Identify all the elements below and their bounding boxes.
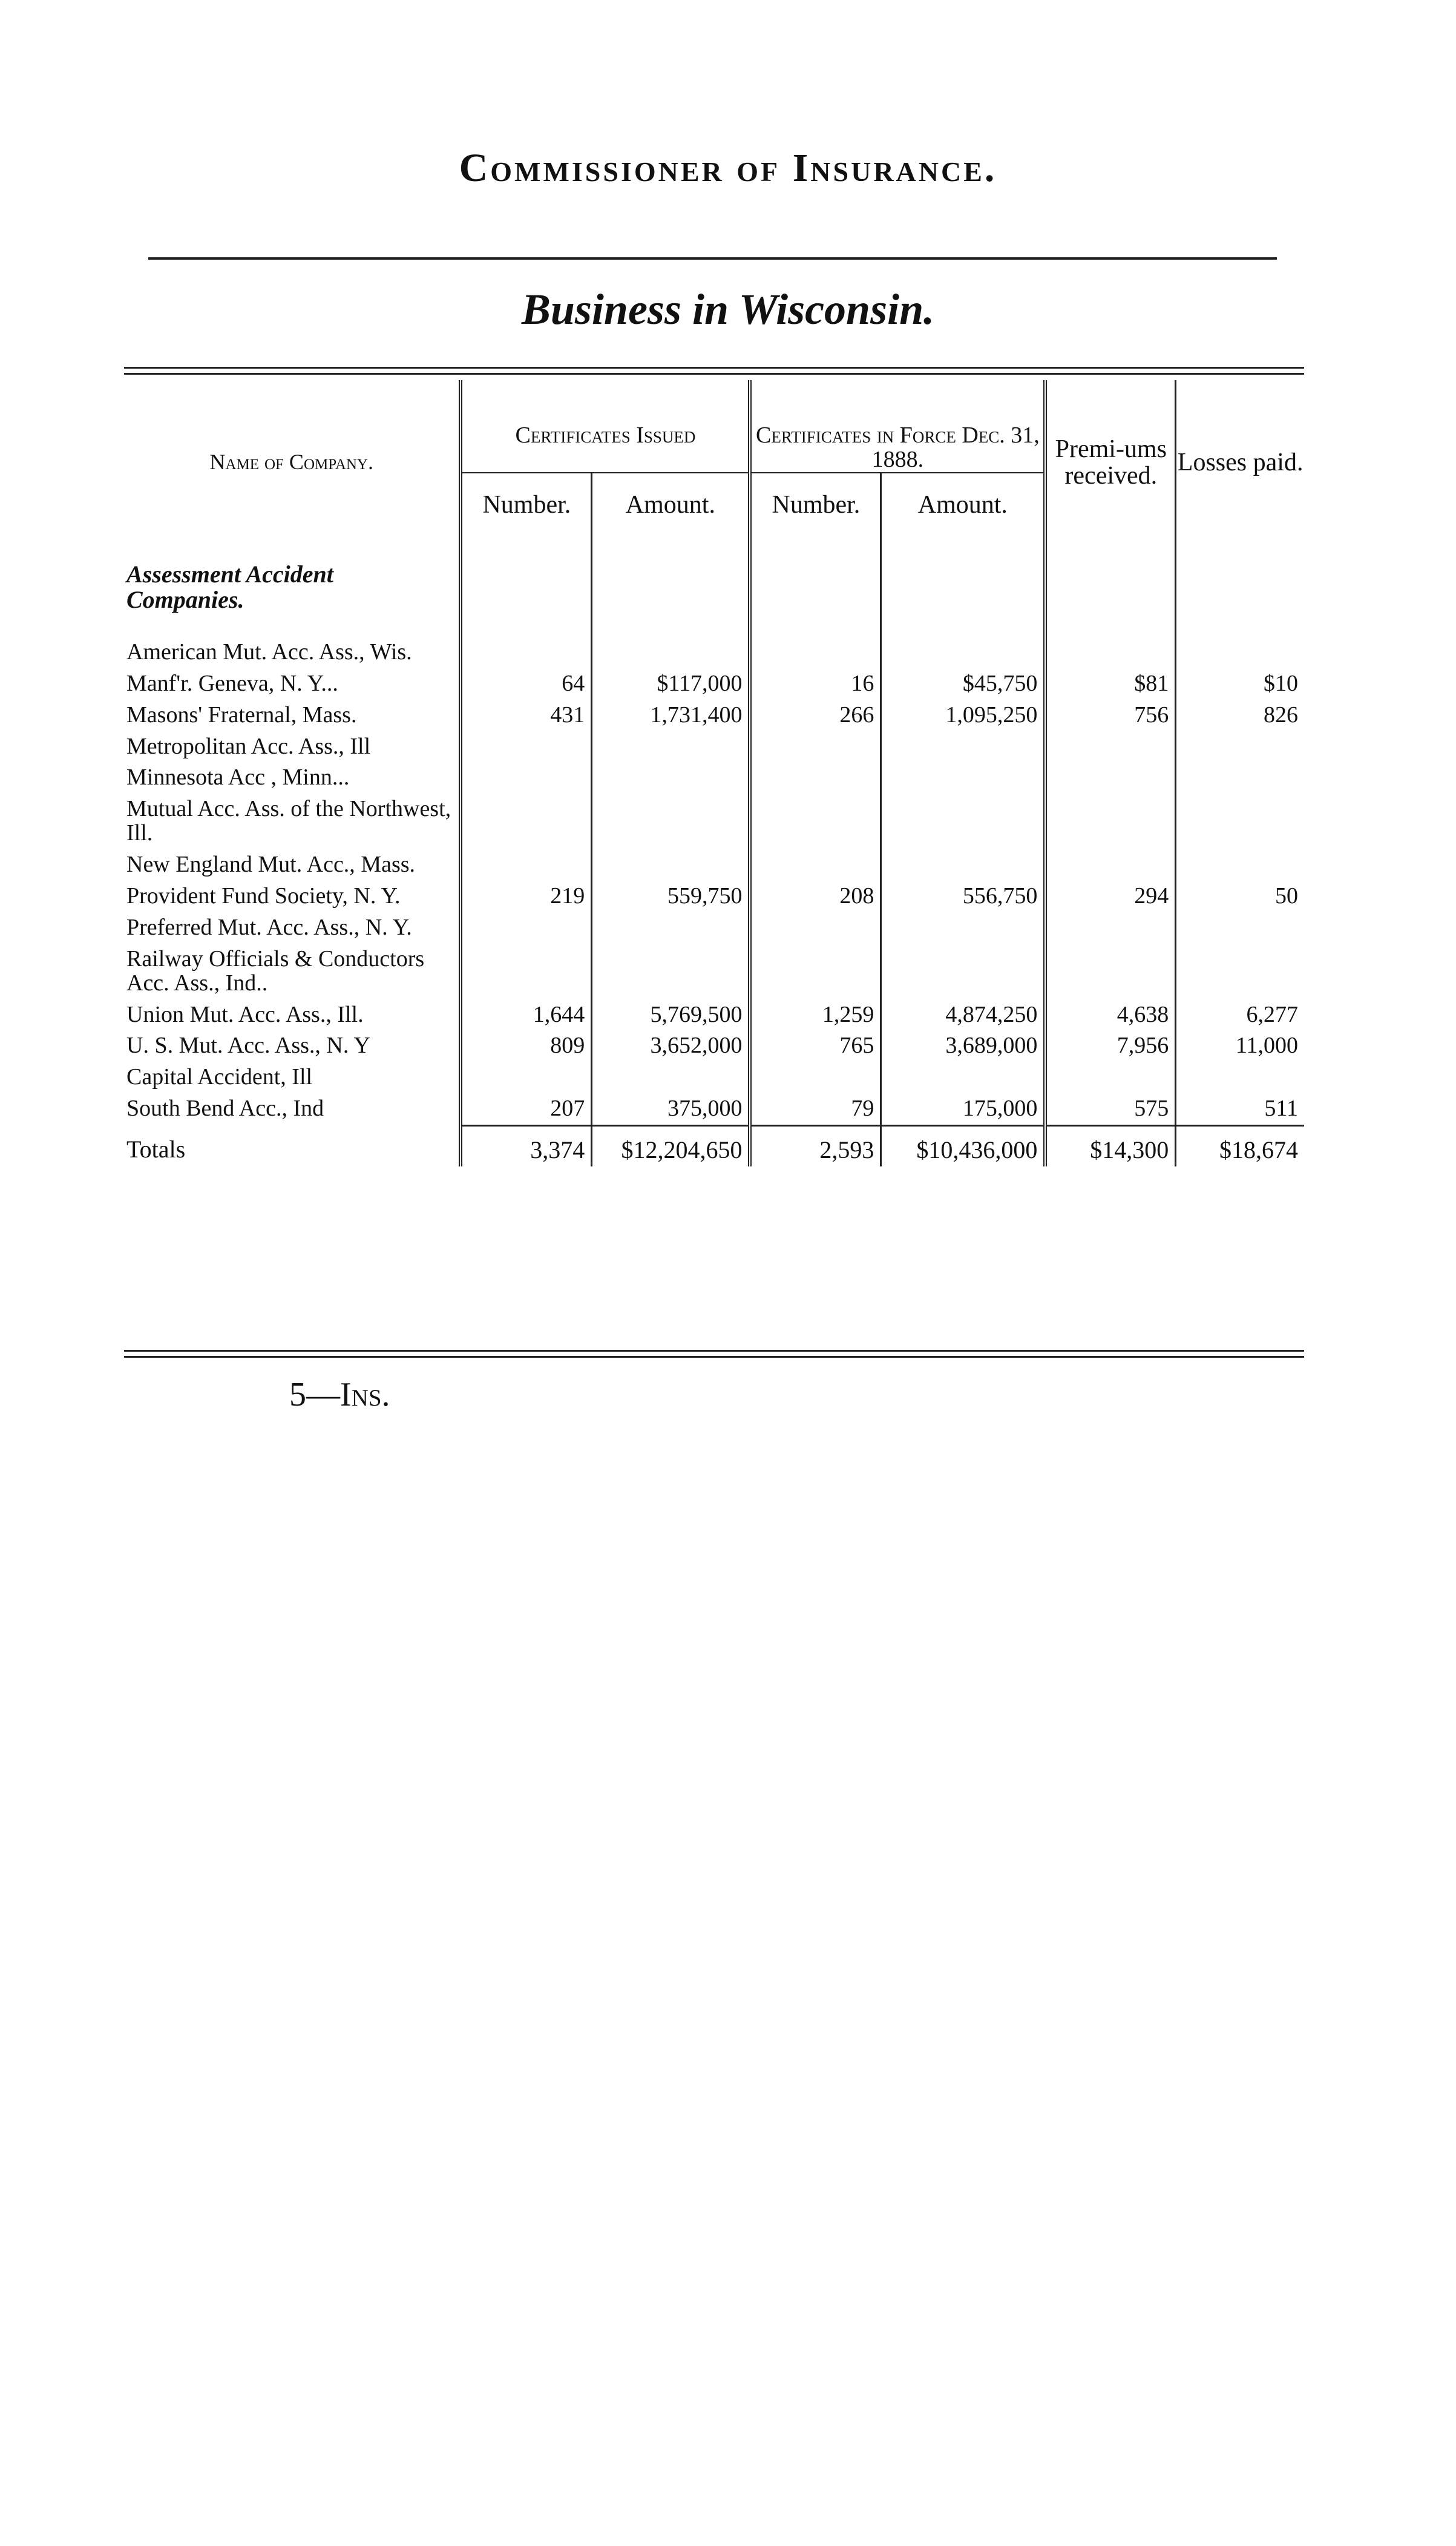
table-bottom-rule-2 [124,1356,1304,1358]
column-header-losses: Losses paid. [1176,380,1304,545]
total-force-amount: $10,436,000 [881,1126,1045,1167]
cell-issued-number: 219 [461,881,591,912]
cell-premiums [1045,731,1175,763]
total-premiums: $14,300 [1045,1126,1175,1167]
table-top-rule-2 [124,373,1304,375]
cell-premiums [1045,762,1175,794]
column-header-force-number: Number. [750,473,880,545]
table-row [124,999,1304,1031]
cell-force-amount: 1,095,250 [881,700,1045,731]
cell-premiums [1045,637,1175,668]
cell-force-amount: $45,750 [881,668,1045,700]
table-row [124,912,1304,944]
table-row [124,762,1304,794]
cell-losses: 511 [1176,1093,1304,1125]
column-header-issued-number: Number. [461,473,591,545]
total-losses: $18,674 [1176,1126,1304,1167]
cell-premiums: 294 [1045,881,1175,912]
cell-force-amount [881,731,1045,763]
table-row [124,1093,1304,1125]
cell-force-number [750,762,880,794]
cell-issued-amount: 1,731,400 [592,700,750,731]
cell-issued-number [461,849,591,881]
company-name: Union Mut. Acc. Ass., Ill. [126,1001,364,1027]
cell-force-number: 266 [750,700,880,731]
cell-issued-number: 1,644 [461,999,591,1031]
cell-force-amount [881,849,1045,881]
table-row [124,1062,1304,1093]
table-row [124,700,1304,731]
cell-force-number: 1,259 [750,999,880,1031]
cell-losses [1176,1062,1304,1093]
cell-premiums [1045,849,1175,881]
cell-premiums: 4,638 [1045,999,1175,1031]
column-header-premiums: Premi-ums received. [1045,380,1175,545]
cell-force-amount [881,1062,1045,1093]
cell-issued-amount [592,794,750,849]
company-name: Railway Officials & Conductors Acc. Ass., Ind.. [126,946,425,996]
cell-issued-amount [592,731,750,763]
cell-losses [1176,944,1304,999]
cell-premiums: 575 [1045,1093,1175,1125]
cell-force-number: 765 [750,1030,880,1062]
total-issued-number: 3,374 [461,1126,591,1167]
total-issued-amount: $12,204,650 [592,1126,750,1167]
section-title: Assessment Accident Companies. [126,560,333,613]
table-top-rule [124,367,1304,369]
cell-losses [1176,912,1304,944]
cell-issued-amount: 3,652,000 [592,1030,750,1062]
company-name: Preferred Mut. Acc. Ass., N. Y. [126,914,412,940]
column-header-certificates-in-force: Certificates in Force Dec. 31, 1888. [750,380,1045,473]
company-name: Provident Fund Society, N. Y. [126,883,401,909]
cell-premiums [1045,944,1175,999]
company-name: Masons' Fraternal, Mass. [126,702,357,728]
totals-row [124,1126,1304,1167]
cell-issued-number [461,794,591,849]
cell-force-number [750,944,880,999]
cell-losses [1176,794,1304,849]
cell-issued-number [461,762,591,794]
cell-issued-number [461,731,591,763]
cell-losses: 50 [1176,881,1304,912]
cell-issued-number [461,912,591,944]
cell-force-amount [881,912,1045,944]
column-header-certificates-issued: Certificates Issued [461,380,750,473]
cell-force-amount: 175,000 [881,1093,1045,1125]
cell-issued-amount [592,912,750,944]
company-name: New England Mut. Acc., Mass. [126,852,416,878]
cell-force-number [750,794,880,849]
cell-force-amount: 4,874,250 [881,999,1045,1031]
business-table [124,380,1304,1166]
cell-losses: 6,277 [1176,999,1304,1031]
company-name: Mutual Acc. Ass. of the Northwest, Ill. [126,796,451,846]
cell-premiums [1045,912,1175,944]
cell-premiums: 756 [1045,700,1175,731]
company-name: U. S. Mut. Acc. Ass., N. Y [126,1033,370,1059]
table-row [124,794,1304,849]
table-row [124,668,1304,700]
cell-premiums [1045,1062,1175,1093]
cell-force-number [750,849,880,881]
column-header-issued-amount: Amount. [592,473,750,545]
cell-force-number [750,1062,880,1093]
cell-premiums: $81 [1045,668,1175,700]
cell-force-amount: 3,689,000 [881,1030,1045,1062]
page-footer: 5—Ins. [289,1376,390,1413]
table-title: Business in Wisconsin. [521,285,935,334]
cell-force-number: 79 [750,1093,880,1125]
cell-issued-amount: 5,769,500 [592,999,750,1031]
cell-losses [1176,731,1304,763]
cell-losses [1176,762,1304,794]
cell-issued-amount: $117,000 [592,668,750,700]
company-name: Minnesota Acc , Minn... [126,765,350,791]
cell-issued-amount [592,944,750,999]
cell-force-number: 208 [750,881,880,912]
table-row [124,731,1304,763]
cell-losses: $10 [1176,668,1304,700]
cell-force-amount: 556,750 [881,881,1045,912]
cell-issued-number [461,944,591,999]
table-bottom-rule [124,1350,1304,1352]
cell-force-amount [881,637,1045,668]
table-row [124,849,1304,881]
cell-issued-amount: 559,750 [592,881,750,912]
cell-issued-amount [592,637,750,668]
company-name: American Mut. Acc. Ass., Wis. [126,639,412,665]
cell-issued-amount [592,849,750,881]
column-header-force-amount: Amount. [881,473,1045,545]
cell-force-number [750,637,880,668]
cell-issued-amount [592,1062,750,1093]
cell-force-number [750,731,880,763]
header-rule [148,257,1277,260]
cell-issued-amount: 375,000 [592,1093,750,1125]
cell-force-amount [881,762,1045,794]
cell-losses: 826 [1176,700,1304,731]
cell-force-amount [881,794,1045,849]
cell-force-amount [881,944,1045,999]
table-row [124,637,1304,668]
cell-losses [1176,849,1304,881]
cell-issued-number: 207 [461,1093,591,1125]
cell-force-number [750,912,880,944]
company-name: Metropolitan Acc. Ass., Ill [126,733,371,759]
table-row [124,881,1304,912]
page-header: Commissioner of Insurance. [459,146,997,190]
company-name: South Bend Acc., Ind [126,1096,324,1122]
table-row [124,944,1304,999]
cell-premiums [1045,794,1175,849]
cell-issued-number: 431 [461,700,591,731]
table-row [124,1030,1304,1062]
cell-issued-number: 64 [461,668,591,700]
cell-losses: 11,000 [1176,1030,1304,1062]
cell-losses [1176,637,1304,668]
cell-issued-number: 809 [461,1030,591,1062]
column-header-name: Name of Company. [209,450,373,475]
company-name: Capital Accident, Ill [126,1064,313,1090]
total-force-number: 2,593 [750,1126,880,1167]
company-name: Manf'r. Geneva, N. Y... [126,670,338,696]
cell-issued-amount [592,762,750,794]
cell-premiums: 7,956 [1045,1030,1175,1062]
totals-label: Totals [126,1135,186,1163]
cell-force-number: 16 [750,668,880,700]
cell-issued-number [461,637,591,668]
cell-issued-number [461,1062,591,1093]
